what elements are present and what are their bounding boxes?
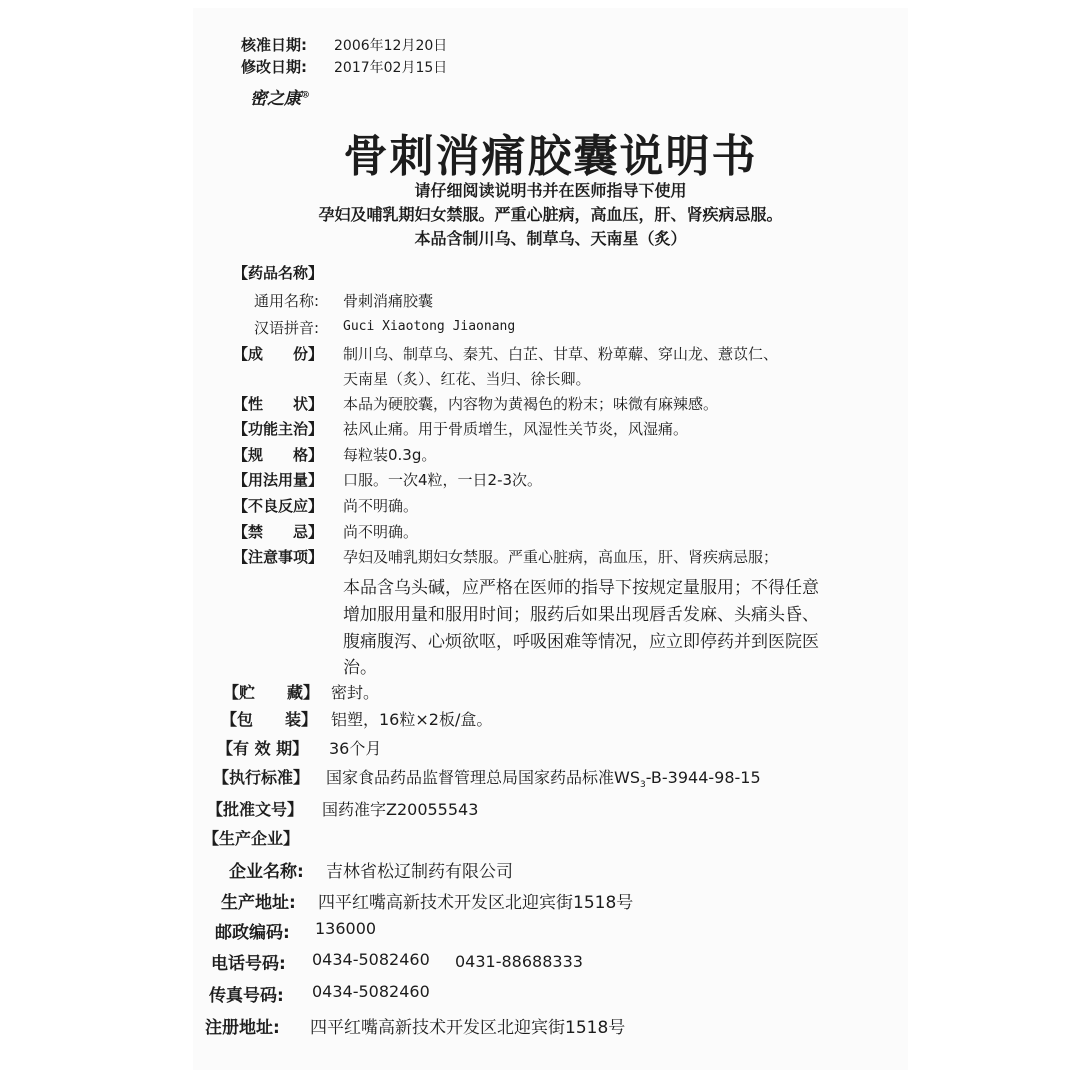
postal-code: 136000 — [315, 919, 377, 938]
dosage-label: 【用法用量】 — [233, 471, 324, 489]
specification-label: 【规 格】 — [233, 446, 324, 464]
revision-date: 2017年02月15日 — [334, 60, 448, 76]
standard-text-code: -B-3944-98-15 — [645, 768, 761, 787]
validity-label: 【有 效 期】 — [217, 739, 309, 758]
company-name: 吉林省松辽制药有限公司 — [326, 862, 513, 882]
generic-name-label: 通用名称: — [254, 292, 320, 310]
registered-address: 四平红嘴高新技术开发区北迎宾街1518号 — [310, 1018, 626, 1038]
ingredients-label: 【成 份】 — [233, 345, 324, 363]
standard-text — [326, 765, 761, 790]
production-address: 四平红嘴高新技术开发区北迎宾街1518号 — [318, 893, 634, 913]
fax-label: 传真号码: — [209, 986, 284, 1006]
standard-text-main: 国家食品药品监督管理总局国家药品标准WS — [326, 768, 640, 787]
precautions-line-4: 腹痛腹泻、心烦欲呕，呼吸困难等情况，应立即停药并到医院医 — [343, 632, 819, 652]
precautions-line-5: 治。 — [343, 658, 377, 678]
adverse-reactions-label: 【不良反应】 — [233, 497, 324, 515]
pinyin-label: 汉语拼音: — [254, 319, 320, 337]
adverse-reactions-text: 尚不明确。 — [343, 497, 419, 515]
approval-number-text: 国药准字Z20055543 — [322, 800, 479, 819]
drug-name-section-label: 【药品名称】 — [233, 264, 324, 282]
revision-date-label: 修改日期: — [241, 58, 307, 76]
phone-number-2: 0431-88688333 — [455, 952, 583, 971]
phone-number-1: 0434-5082460 — [312, 950, 430, 969]
indications-label: 【功能主治】 — [233, 420, 324, 438]
manufacturer-section-label: 【生产企业】 — [203, 829, 300, 848]
leaflet-sheet — [193, 8, 908, 1070]
brand-logo — [250, 84, 310, 109]
storage-text: 密封。 — [331, 683, 380, 702]
postal-code-label: 邮政编码: — [215, 923, 290, 943]
specification-text: 每粒装0.3g。 — [343, 446, 437, 464]
warning-line-1: 请仔细阅读说明书并在医师指导下使用 — [414, 181, 687, 200]
validity-text: 36个月 — [329, 739, 382, 758]
packaging-label: 【包 装】 — [221, 710, 318, 729]
generic-name: 骨刺消痛胶囊 — [343, 292, 434, 310]
standard-label: 【执行标准】 — [213, 768, 310, 787]
contraindications-label: 【禁 忌】 — [233, 523, 324, 541]
indications-text: 祛风止痛。用于骨质增生，风湿性关节炎，风湿痛。 — [343, 420, 689, 438]
precautions-line-3: 增加服用量和服用时间；服药后如果出现唇舌发麻、头痛头昏、 — [343, 605, 819, 625]
production-address-label: 生产地址: — [221, 893, 296, 913]
standard-subscript: 3 — [639, 780, 646, 791]
brand-registered-mark: ® — [301, 90, 310, 101]
dosage-text: 口服。一次4粒，一日2-3次。 — [343, 471, 543, 489]
contraindications-text: 尚不明确。 — [343, 523, 419, 541]
ingredients-line-1: 制川乌、制草乌、秦艽、白芷、甘草、粉萆薢、穿山龙、薏苡仁、 — [343, 345, 779, 363]
precautions-line-1: 孕妇及哺乳期妇女禁服。严重心脏病，高血压，肝、肾疾病忌服； — [343, 548, 779, 566]
warning-line-3: 本品含制川乌、制草乌、天南星（炙） — [414, 229, 687, 248]
storage-label: 【贮 藏】 — [223, 683, 320, 702]
ingredients-line-2: 天南星（炙）、红花、当归、徐长卿。 — [343, 370, 591, 388]
pinyin-name: Guci Xiaotong Jiaonang — [343, 319, 516, 334]
precautions-label: 【注意事项】 — [233, 548, 324, 566]
properties-text: 本品为硬胶囊，内容物为黄褐色的粉末；味微有麻辣感。 — [343, 395, 719, 413]
page-title: 骨刺消痛胶囊说明书 — [343, 131, 758, 182]
approval-number-label: 【批准文号】 — [207, 800, 304, 819]
approval-date: 2006年12月20日 — [334, 38, 448, 54]
registered-address-label: 注册地址: — [205, 1018, 280, 1038]
company-name-label: 企业名称: — [229, 862, 304, 882]
phone-label: 电话号码: — [211, 954, 286, 974]
fax-number: 0434-5082460 — [312, 982, 430, 1001]
precautions-line-2: 本品含乌头碱，应严格在医师的指导下按规定量服用；不得任意 — [343, 578, 819, 598]
approval-date-label: 核准日期: — [241, 36, 307, 54]
brand-name: 密之康 — [250, 89, 301, 109]
warning-line-2: 孕妇及哺乳期妇女禁服。严重心脏病，高血压，肝、肾疾病忌服。 — [318, 205, 783, 224]
properties-label: 【性 状】 — [233, 395, 324, 413]
packaging-text: 铝塑，16粒×2板/盒。 — [331, 710, 493, 729]
